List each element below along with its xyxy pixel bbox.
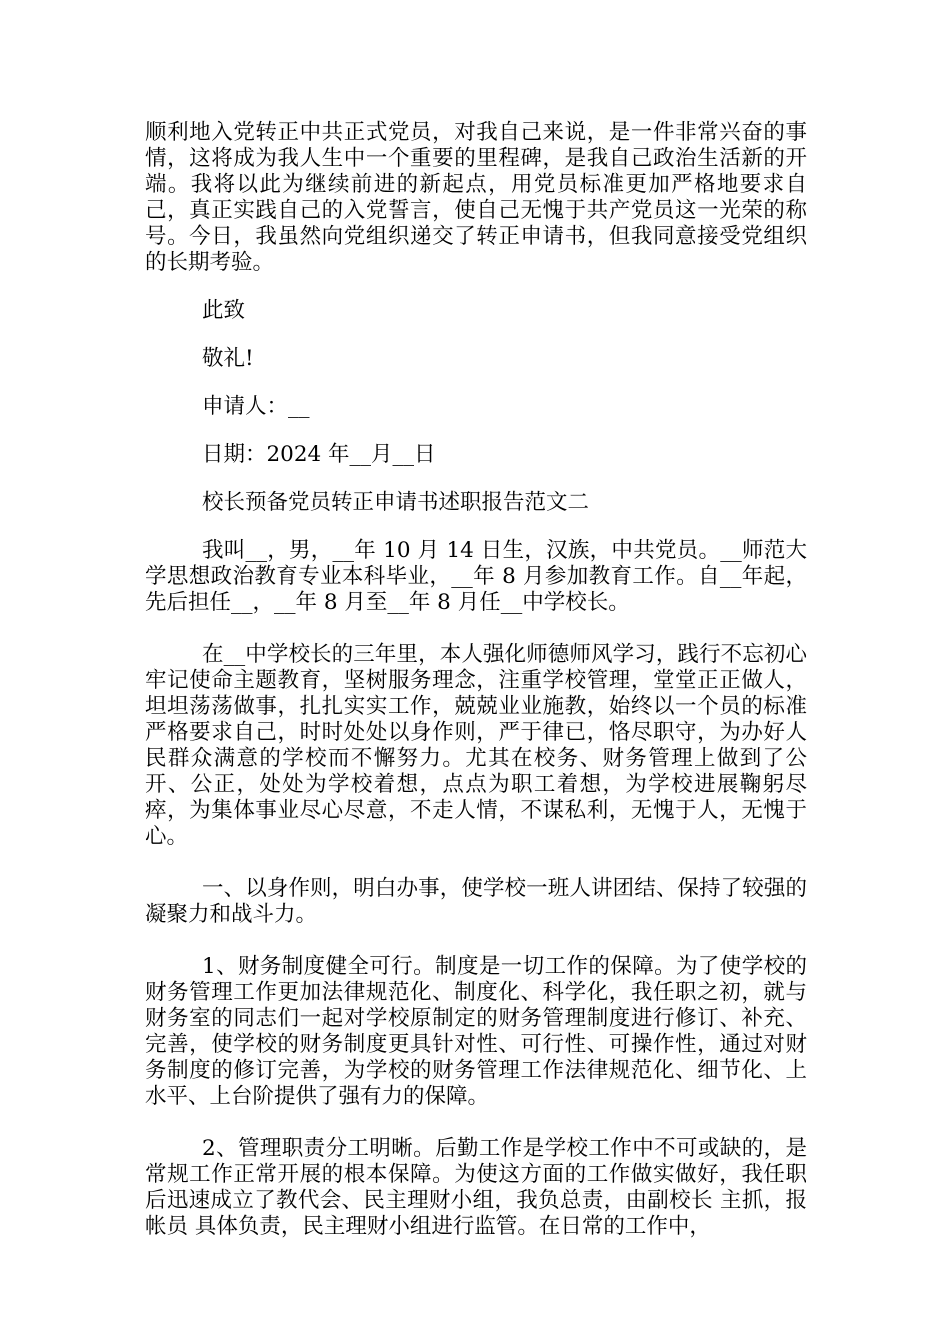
paragraph-self-intro: 我叫__，男，__年 10 月 14 日生，汉族，中共党员。__师范大学思想政治教育专业本科毕业，__年 8 月参加教育工作。自__年起，先后担任__，__年 8 月至__年 8 月任__中学校长。 [145,538,807,615]
paragraph-three-years: 在__中学校长的三年里，本人强化师德师风学习，践行不忘初心牢记使命主题教育，坚树服务理念，注重学校管理，堂堂正正做人，坦坦荡荡做事，扎扎实实工作，兢兢业业施教，始终以一个员的标准严格要求自己，时时处处以身作则，严于律已，恪尽职守，为办好人民群众满意的学校而不懈努力。尤其在校务、财务管理上做到了公开、公正，处处为学校着想，点点为职工着想，为学校进展鞠躬尽瘁，为集体事业尽心尽意，不走人情，不谋私利，无愧于人，无愧于心。 [145,642,807,849]
paragraph-closing-statement: 顺利地入党转正中共正式党员，对我自己来说，是一件非常兴奋的事情，这将成为我人生中一个重要的里程碑，是我自己政治生活新的开端。我将以此为继续前进的新起点，用党员标准更加严格地要求自己，真正实践自己的入党誓言，使自己无愧于共产党员这一光荣的称号。今日，我虽然向党组织递交了转正申请书，但我同意接受党组织的长期考验。 [145,120,807,275]
paragraph-item-one: 1、财务制度健全可行。制度是一切工作的保障。为了使学校的财务管理工作更加法律规范化、制度化、科学化，我任职之初，就与财务室的同志们一起对学校原制定的财务管理制度进行修订、补充、完善，使学校的财务制度更具针对性、可行性、可操作性，通过对财务制度的修订完善，为学校的财务管理工作法律规范化、细节化、上水平、上台阶提供了强有力的保障。 [145,954,807,1109]
paragraph-item-two: 2、管理职责分工明晰。后勤工作是学校工作中不可或缺的，是常规工作正常开展的根本保障。为使这方面的工作做实做好，我任职后迅速成立了教代会、民主理财小组，我负总责，由副校长 主抓，报帐员 具体负责，民主理财小组进行监管。在日常的工作中， [145,1136,807,1239]
document-body [145,120,807,1240]
date-line: 日期：2024 年__月__日 [202,442,436,467]
salutation-jingli: 敬礼! [202,346,254,371]
salutation-cizhi: 此致 [202,298,246,323]
paragraph-section-one: 一、以身作则，明白办事，使学校一班人讲团结、保持了较强的凝聚力和战斗力。 [145,876,807,927]
section-title: 校长预备党员转正申请书述职报告范文二 [202,490,590,515]
applicant-line: 申请人：__ [202,394,310,419]
